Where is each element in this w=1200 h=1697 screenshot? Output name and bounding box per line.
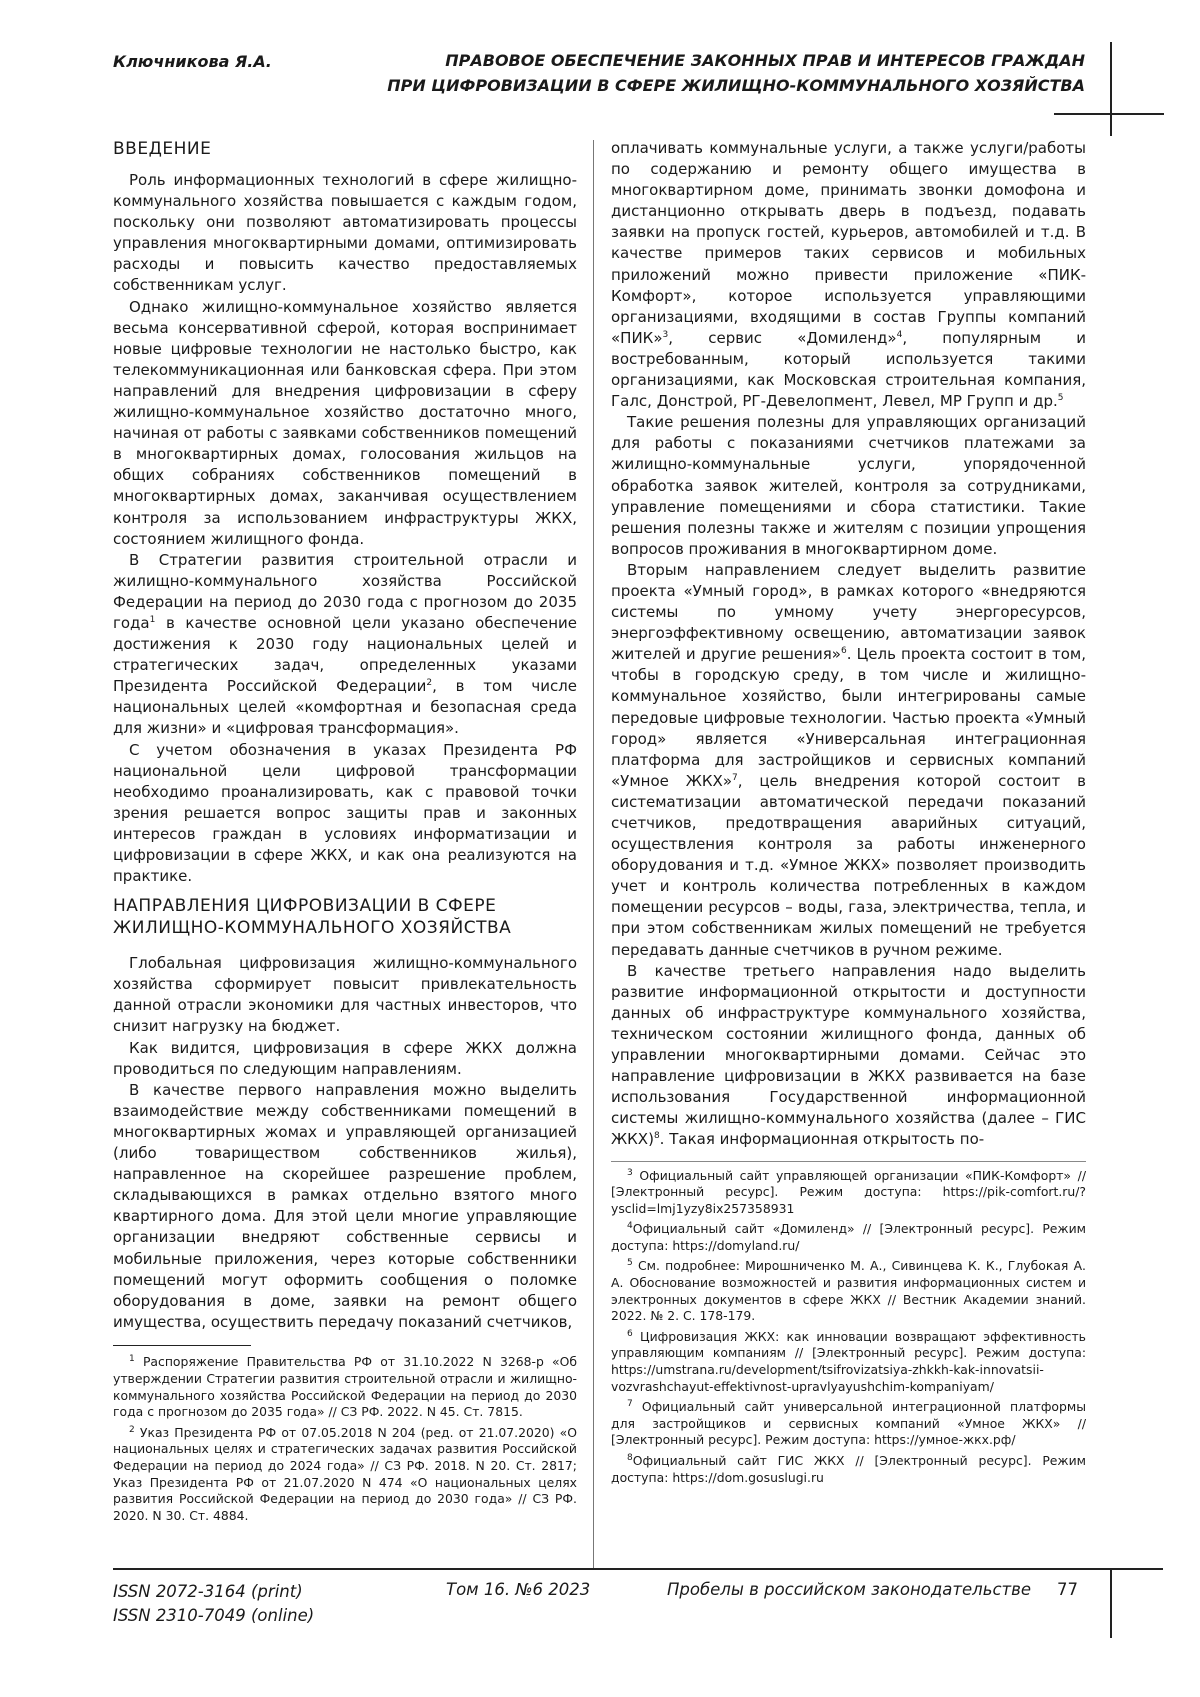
footnote-ref: 8 (654, 1131, 660, 1141)
paragraph: С учетом обозначения в указах Президента РФ национальной цели цифровой трансформации необходимо проанализировать, как с правовой точки зрения решается вопрос защиты прав и законных интересов граждан в условиях информатизации и цифровизации в сфере ЖКХ, и как она реализуются на практике. (113, 740, 577, 888)
paragraph: Вторым направлением следует выделить развитие проекта «Умный город», в рамках которого «внедряются системы по умному учету энергоресурсов, энергоэффективному освещению, автоматизации заявок жителей и другие решения»6. Цель проекта состоит в том, чтобы в городскую среду, в том числе и жилищно-коммунальное хозяйство, были интегрированы самые передовые цифровые технологии. Частью проекта «Умный город» является «Универсальная интеграционная платформа для застройщиков и сервисных компаний «Умное ЖКХ»7, цель внедрения которой состоит в систематизации автоматической передачи показаний счетчиков, предотвращения аварийных ситуаций, осуществления контроля за работы инженерного оборудования и т.д. «Умное ЖКХ» позволяет производить учет и контроль количества потребленных в каждом помещении ресурсов – воды, газа, электричества, тепла, и при этом собственникам жилых помещений не требуется передавать данные счетчиков в ручном режиме. (611, 560, 1086, 961)
footnote-ref: 5 (1058, 393, 1064, 403)
page-number: 77 (1057, 1580, 1078, 1599)
issn-block (113, 1580, 314, 1628)
issn-print: ISSN 2072-3164 (print) (113, 1580, 314, 1604)
paragraph: В качестве третьего направления надо выделить развитие информационной открытости и доступности данных об инфраструктуре коммунального хозяйства, техническом состоянии жилищного фонда, данных об управлении многоквартирными домами. Сейчас это направление цифровизации в ЖКХ развивается на базе использования Государственной информационной системы жилищно-коммунального хозяйства (далее – ГИС ЖКХ)8. Такая информационная открытость по- (611, 961, 1086, 1151)
paragraph: Такие решения полезны для управляющих организаций для работы с показаниями счетчиков платежами за жилищно-коммунальные услуги, упорядоченной обработка заявок жителей, контроля за сотрудниками, управление помещениями и сбора статистики. Такие решения полезны также и жителям с позиции упрощения вопросов проживания в многоквартирном доме. (611, 412, 1086, 560)
footnote: 7 Официальный сайт универсальной интеграционной платформы для застройщиков и сервисных компаний «Умное ЖКХ» // [Электронный ресурс]. Режим доступа: https://умное-жкх.рф/ (611, 1399, 1086, 1449)
section-heading-directions: НАПРАВЛЕНИЯ ЦИФРОВИЗАЦИИ В СФЕРЕ ЖИЛИЩНО-КОММУНАЛЬНОГО ХОЗЯЙСТВА (113, 895, 577, 939)
column-divider (593, 140, 594, 1568)
paragraph: Глобальная цифровизация жилищно-коммунального хозяйства сформирует повысит привлекательность данной отрасли экономики для частных инвесторов, что снизит нагрузку на бюджет. (113, 953, 577, 1037)
article-title-line-2: ПРИ ЦИФРОВИЗАЦИИ В СФЕРЕ ЖИЛИЩНО-КОММУНАЛЬНОГО ХОЗЯЙСТВА (325, 73, 1085, 98)
footnote: 6 Цифровизация ЖКХ: как инновации возвращают эффективность управляющим компаниям // [Электронный ресурс]. Режим доступа: https://umstrana.ru/development/tsifrovizatsiya-zhkkh-kak-innovatsii-vozvrashchayut-effektivnost-upravlyayushchim-kompaniyam/ (611, 1329, 1086, 1395)
header-vertical-rule (1110, 42, 1112, 136)
footnote-separator (113, 1345, 251, 1347)
footnote: 3 Официальный сайт управляющей организации «ПИК-Комфорт» // [Электронный ресурс]. Режим доступа: https://pik-comfort.ru/?ysclid=lmj1yzy8ix257358931 (611, 1168, 1086, 1218)
footnote-ref: 2 (426, 678, 432, 688)
article-title-line-1: ПРАВОВОЕ ОБЕСПЕЧЕНИЕ ЗАКОННЫХ ПРАВ И ИНТЕРЕСОВ ГРАЖДАН (325, 48, 1085, 73)
footnotes (113, 1354, 577, 1524)
paragraph: Как видится, цифровизация в сфере ЖКХ должна проводиться по следующим направлениям. (113, 1038, 577, 1080)
footer-vertical-rule (1110, 1568, 1112, 1638)
footnote: 4Официальный сайт «Домиленд» // [Электронный ресурс]. Режим доступа: https://domyland.ru/ (611, 1221, 1086, 1254)
paragraph: В Стратегии развития строительной отрасли и жилищно-коммунального хозяйства Российской Федерации на период до 2030 года с прогнозом до 2035 года1 в качестве основной цели указано обеспечение достижения к 2030 году национальных целей и стратегических задач, определенных указами Президента Российской Федерации2, в том числе национальных целей «комфортная и безопасная среда для жизни» и «цифровая трансформация». (113, 550, 577, 740)
paragraph: оплачивать коммунальные услуги, а также услуги/работы по содержанию и ремонту общего имущества в многоквартирном доме, принимать звонки домофона и дистанционно открывать дверь в подъезд, подавать заявки на пропуск гостей, курьеров, автомобилей и т.д. В качестве примеров таких сервисов и мобильных приложений можно привести приложение «ПИК-Комфорт», которое используется управляющими организациями, входящими в состав Группы компаний «ПИК»3, сервис «Домиленд»4, популярным и востребованным, который используется такими организациями, как Московская строительная компания, Галс, Донстрой, РГ-Девелопмент, Левел, МР Групп и др.5 (611, 138, 1086, 412)
header-horizontal-rule (1054, 113, 1164, 115)
issn-online: ISSN 2310-7049 (online) (113, 1604, 314, 1628)
footnote-ref: 7 (732, 773, 738, 783)
footnote-ref: 4 (897, 330, 903, 340)
footnote: 8Официальный сайт ГИС ЖКХ // [Электронный ресурс]. Режим доступа: https://dom.gosuslugi.ru (611, 1453, 1086, 1486)
volume-issue: Том 16. №6 2023 (446, 1580, 590, 1599)
footnote: 2 Указ Президента РФ от 07.05.2018 N 204 (ред. от 21.07.2020) «О национальных целях и стратегических задачах развития Российской Федерации на период до 2024 года» // СЗ РФ. 2018. N 20. Ст. 2817; Указ Президента РФ от 21.07.2020 N 474 «О национальных целях развития Российской Федерации на период до 2030 года» // СЗ РФ. 2020. N 30. Ст. 4884. (113, 1425, 577, 1525)
left-column (113, 138, 577, 1528)
author-name: Ключникова Я.А. (113, 52, 272, 71)
paragraph: Однако жилищно-коммунальное хозяйство является весьма консервативной сферой, которая воспринимает новые цифровые технологии не настолько быстро, как телекоммуникационная или банковская сфера. При этом направлений для внедрения цифровизации в сферу жилищно-коммунальное хозяйство достаточно много, начиная от работы с заявками собственников помещений в многоквартирных домах, голосования жильцов на общих собраниях собственников помещений в многоквартирных домах, заканчивая осуществлением контроля за использованием инфраструктуры ЖКХ, состоянием жилищного фонда. (113, 297, 577, 550)
footnotes (611, 1161, 1086, 1487)
article-title (325, 48, 1085, 98)
section-heading-intro: ВВЕДЕНИЕ (113, 138, 577, 160)
journal-name: Пробелы в российском законодательстве (667, 1580, 1031, 1599)
footnote-ref: 6 (841, 646, 847, 656)
footnote-ref: 1 (150, 615, 156, 625)
footnote-ref: 3 (663, 330, 669, 340)
paragraph: Роль информационных технологий в сфере жилищно-коммунального хозяйства повышается с каждым годом, поскольку они позволяют автоматизировать процессы управления многоквартирными домами, оптимизировать расходы и повысить качество предоставляемых собственникам услуг. (113, 170, 577, 297)
right-column (611, 138, 1086, 1490)
footnote: 1 Распоряжение Правительства РФ от 31.10.2022 N 3268-р «Об утверждении Стратегии развития строительной отрасли и жилищно-коммунального хозяйства Российской Федерации на период до 2030 года с прогнозом до 2035 года» // СЗ РФ. 2022. N 45. Ст. 7815. (113, 1354, 577, 1420)
footnote: 5 См. подробнее: Мирошниченко М. А., Сивинцева К. К., Глубокая А. А. Обоснование возможностей и развития информационных систем и электронных документов в сфере ЖКХ // Вестник Академии знаний. 2022. № 2. С. 178-179. (611, 1258, 1086, 1324)
paragraph: В качестве первого направления можно выделить взаимодействие между собственниками помещений в многоквартирных жомах и управляющей организацией (либо товариществом собственников жилья), направленное на скорейшее разрешение проблем, складывающихся в рамках отдельно взятого много квартирного дома. Для этой цели многие управляющие организации внедряют собственные сервисы и мобильные приложения, через которые собственники помещений могут оформить сообщения о поломке оборудования в доме, заявки на ремонт общего имущества, осуществить передачу показаний счетчиков, (113, 1080, 577, 1333)
footer-rule (113, 1568, 1163, 1570)
